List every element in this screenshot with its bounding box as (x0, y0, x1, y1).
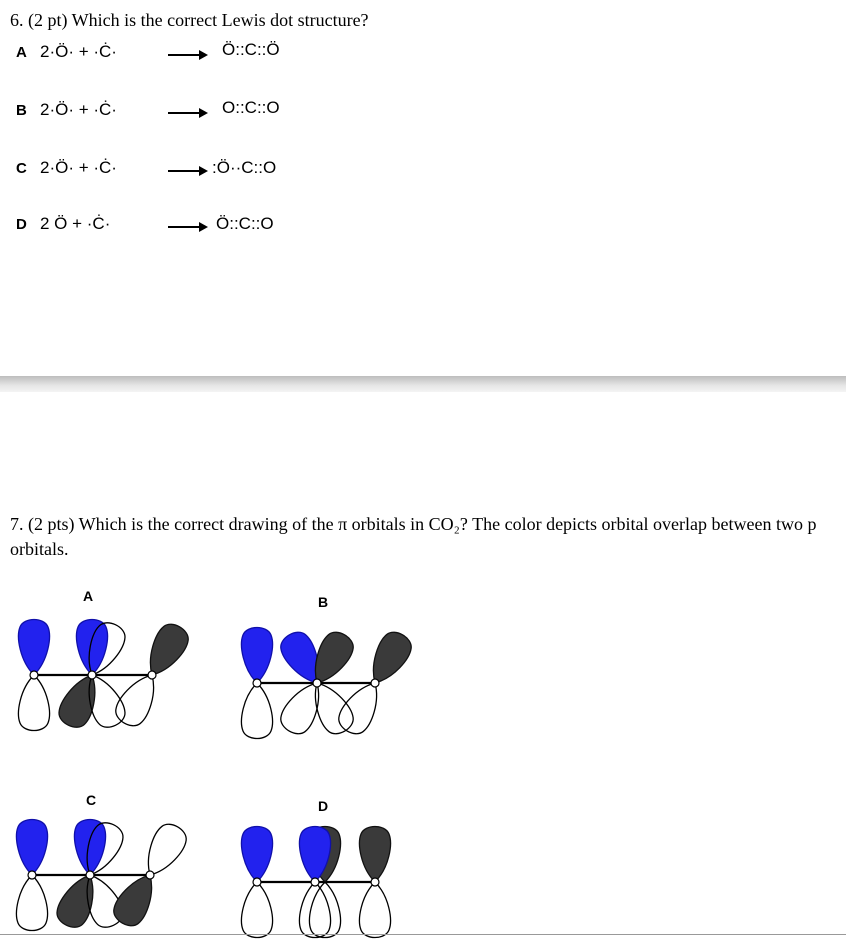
reaction-arrow-d (168, 226, 204, 228)
atom-marker (313, 679, 321, 687)
p-lobe-dark (360, 827, 391, 883)
option-d-product: Ö::C::O (216, 214, 274, 233)
p-lobe-blue (242, 827, 273, 883)
atom-marker (88, 671, 96, 679)
p-lobe-blue (17, 820, 48, 876)
orbital-label-a: A (83, 588, 94, 604)
option-b-product: O::C::O (222, 98, 280, 117)
orbital-drawing-d (225, 810, 465, 940)
option-b-letter: B (16, 102, 27, 119)
option-c-product: :Ö··C::O (212, 158, 277, 177)
reaction-arrow-b (168, 112, 204, 114)
p-lobe-dark (362, 627, 417, 691)
atom-marker (86, 871, 94, 879)
atom-marker (30, 671, 38, 679)
p-lobe-open (137, 819, 192, 883)
orbital-label-c: C (86, 792, 97, 808)
reaction-arrow-c (168, 170, 204, 172)
atom-marker (148, 671, 156, 679)
orbital-drawing-b (225, 610, 465, 760)
p-lobe-open (17, 875, 48, 931)
reaction-arrow-a (168, 54, 204, 56)
p-lobe-open (300, 882, 331, 938)
atom-marker (146, 871, 154, 879)
option-a-letter: A (16, 44, 27, 61)
atom-marker (28, 871, 36, 879)
option-d-reactants: 2 Ö + ·Ċ· (40, 214, 111, 233)
p-lobe-open (111, 667, 166, 731)
p-lobe-blue (77, 620, 108, 676)
option-a-reactants: 2·Ö· + ·Ċ· (40, 42, 117, 61)
orbital-label-b: B (318, 594, 329, 610)
option-a-product: Ö::C::Ö (222, 40, 280, 59)
question-6-title: 6. (2 pt) Which is the correct Lewis dot structure? (10, 10, 369, 30)
p-lobe-open (310, 882, 341, 938)
section-divider (0, 376, 846, 392)
page-bottom-rule (0, 934, 846, 935)
p-lobe-blue (242, 628, 273, 684)
orbital-label-d: D (318, 798, 329, 814)
option-c-letter: C (16, 160, 27, 177)
p-lobe-open (242, 683, 273, 739)
atom-marker (253, 878, 261, 886)
orbital-drawing-a (0, 600, 240, 750)
p-lobe-open (242, 882, 273, 938)
p-lobe-dark (109, 867, 164, 931)
atom-marker (253, 679, 261, 687)
option-b-reactants: 2·Ö· + ·Ċ· (40, 100, 117, 119)
atom-marker (371, 679, 379, 687)
p-lobe-blue (75, 820, 106, 876)
p-lobe-open (334, 675, 389, 739)
atom-marker (311, 878, 319, 886)
option-c-reactants: 2·Ö· + ·Ċ· (40, 158, 117, 177)
p-lobe-open (360, 882, 391, 938)
atom-marker (371, 878, 379, 886)
question-7-title: 7. (2 pts) Which is the correct drawing of the π orbitals in CO₂? The color depicts orbital overlap between two p orbitals. (10, 514, 817, 559)
option-d-letter: D (16, 216, 27, 233)
p-lobe-blue (19, 620, 50, 676)
orbital-drawing-c (0, 805, 240, 945)
p-lobe-dark (139, 619, 194, 683)
p-lobe-open (19, 675, 50, 731)
